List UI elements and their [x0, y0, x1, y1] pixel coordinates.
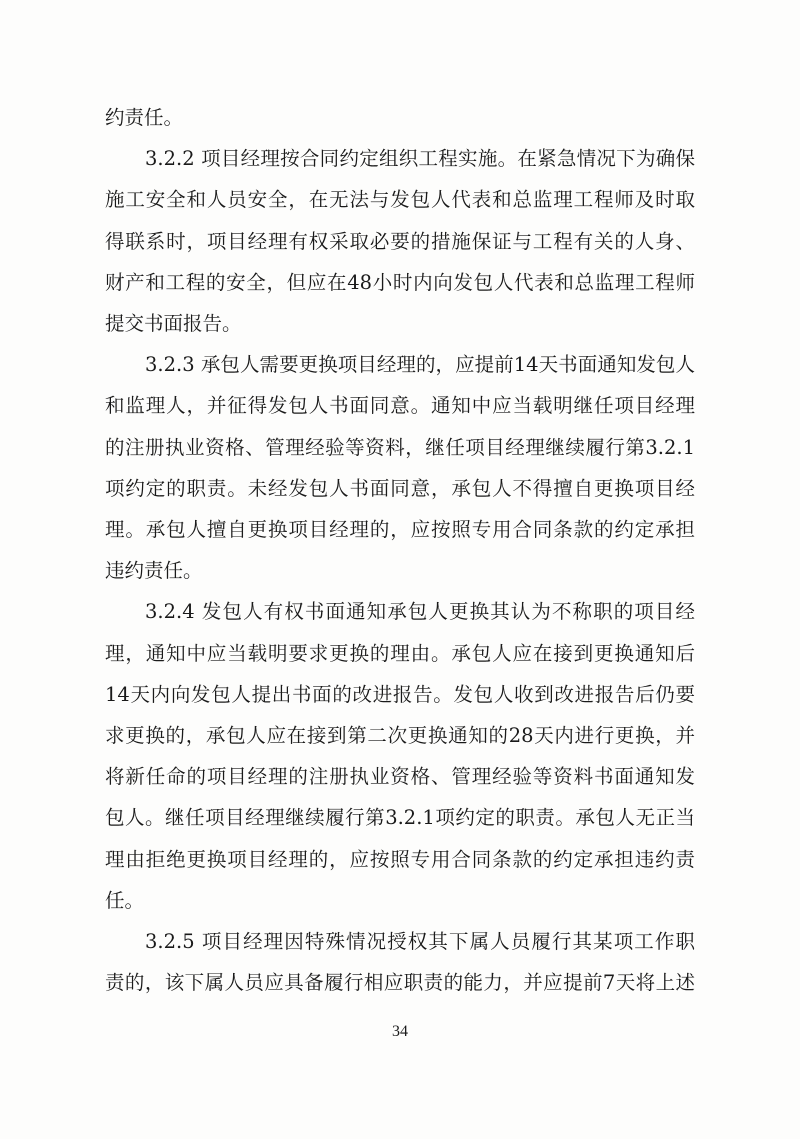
- text-line: 将新任命的项目经理的注册执业资格、管理经验等资料书面通知发: [105, 765, 695, 788]
- text-line: 求更换的，承包人应在接到第二次更换通知的28天内进行更换，并: [105, 724, 695, 747]
- text-line: 和监理人，并征得发包人书面同意。通知中应当载明继任项目经理: [105, 394, 695, 417]
- text-line: 得联系时，项目经理有权采取必要的措施保证与工程有关的人身、: [105, 230, 695, 253]
- section-3-2-2-line: 3.2.2 项目经理按合同约定组织工程实施。在紧急情况下为确保: [145, 147, 695, 170]
- text-line: 约责任。: [105, 106, 184, 129]
- text-line: 包人。继任项目经理继续履行第3.2.1项约定的职责。承包人无正当: [105, 806, 695, 829]
- text-line: 违约责任。: [105, 559, 203, 582]
- page-number: 34: [392, 1023, 408, 1040]
- section-3-2-5-line: 3.2.5 项目经理因特殊情况授权其下属人员履行其某项工作职: [145, 930, 695, 953]
- text-line: 提交书面报告。: [105, 312, 242, 335]
- text-line: 责的，该下属人员应具备履行相应职责的能力，并应提前7天将上述: [105, 971, 695, 994]
- text-line: 任。: [105, 889, 145, 912]
- text-line: 的注册执业资格、管理经验等资料，继任项目经理继续履行第3.2.1: [105, 436, 695, 459]
- section-3-2-4-line: 3.2.4 发包人有权书面通知承包人更换其认为不称职的项目经: [145, 600, 695, 623]
- text-line: 施工安全和人员安全，在无法与发包人代表和总监理工程师及时取: [105, 188, 695, 211]
- section-3-2-3-line: 3.2.3 承包人需要更换项目经理的，应提前14天书面通知发包人: [145, 353, 695, 376]
- text-line: 理由拒绝更换项目经理的，应按照专用合同条款的约定承担违约责: [105, 848, 695, 871]
- text-line: 财产和工程的安全，但应在48小时内向发包人代表和总监理工程师: [105, 271, 695, 294]
- text-line: 理。承包人擅自更换项目经理的，应按照专用合同条款的约定承担: [105, 518, 695, 541]
- text-line: 14天内向发包人提出书面的改进报告。发包人收到改进报告后仍要: [105, 683, 695, 706]
- text-line: 项约定的职责。未经发包人书面同意，承包人不得擅自更换项目经: [105, 477, 695, 500]
- text-line: 理，通知中应当载明要求更换的理由。承包人应在接到更换通知后: [105, 642, 695, 665]
